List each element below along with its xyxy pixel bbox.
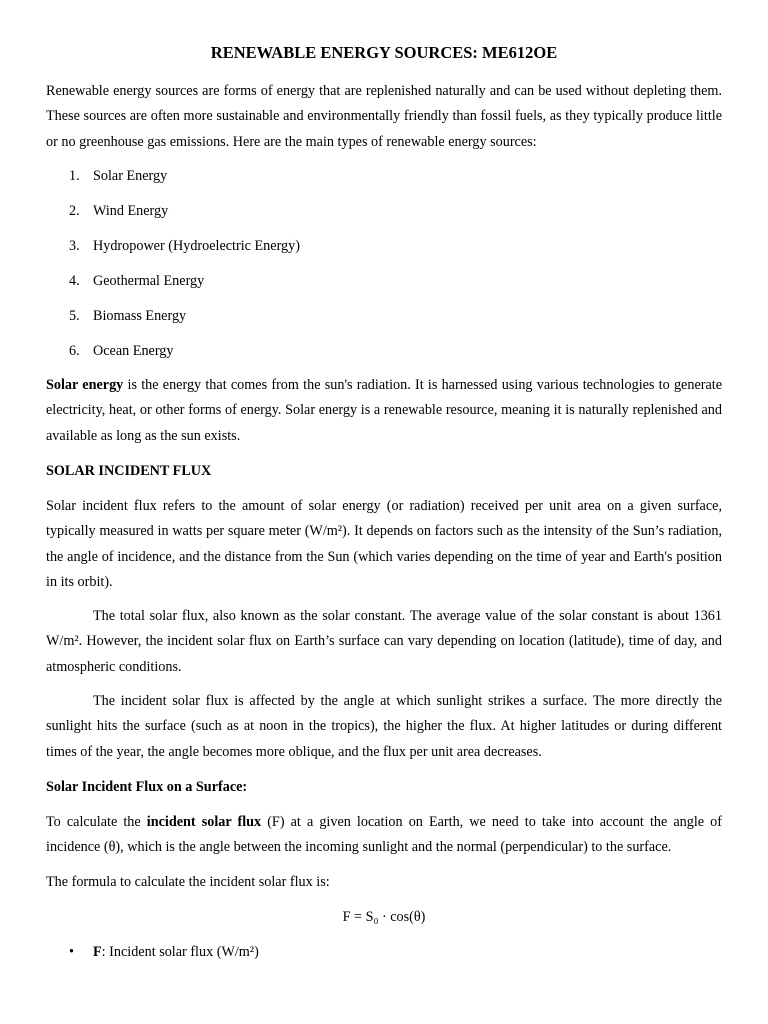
intro-paragraph: Renewable energy sources are forms of energy that are replenished naturally and can be used without depleting them. These sources are often more sustainable and environmentally friendly than fossil fuels, as they typically produce little or no greenhouse gas emissions. Here are the main types of renewable energy sources: bbox=[46, 83, 722, 150]
document-title: RENEWABLE ENERGY SOURCES: ME612OE bbox=[210, 43, 558, 62]
list-label: Geothermal Energy bbox=[93, 273, 205, 289]
list-number: 1. bbox=[69, 168, 80, 184]
flux-definition-paragraph: Solar incident flux refers to the amount of solar energy (or radiation) received per unit area on a given surface, typically measured in watts per square meter (W/m²). It depends on factors such as the intensity of the Sun’s radiation, the angle of incidence, and the distance from the Sun (which varies depending on the time of year and Earth's position in its orbit). bbox=[46, 498, 722, 590]
formula-intro: The formula to calculate the incident solar flux is: bbox=[46, 874, 330, 890]
list-number: 4. bbox=[69, 273, 80, 289]
list-label: Hydropower (Hydroelectric Energy) bbox=[93, 238, 300, 254]
solar-constant-paragraph: The total solar flux, also known as the solar constant. The average value of the solar constant is about 1361 W/m². However, the incident solar flux on Earth’s surface can vary depending on location (latitude), time of day, and atmospheric conditions. bbox=[46, 608, 722, 675]
solar-energy-term: Solar energy bbox=[46, 377, 124, 393]
calc-suffix: (F) at a given location on Earth, we need to take into account the angle of incidence (θ), which is the angle between the incoming sunlight and the normal (perpendicular) to the surface. bbox=[46, 814, 722, 856]
solar-energy-paragraph bbox=[46, 373, 722, 449]
calc-prefix: To calculate the bbox=[46, 814, 147, 830]
list-number: 6. bbox=[69, 343, 80, 359]
bullet-desc: : Incident solar flux (W/m²) bbox=[101, 944, 259, 960]
calculation-paragraph bbox=[46, 810, 722, 861]
heading-flux-on-surface: Solar Incident Flux on a Surface: bbox=[46, 779, 248, 795]
list-label: Solar Energy bbox=[93, 168, 168, 184]
bullet-text bbox=[93, 942, 259, 962]
list-label: Biomass Energy bbox=[93, 308, 187, 324]
list-label: Wind Energy bbox=[93, 203, 169, 219]
bullet-icon: • bbox=[69, 944, 74, 960]
angle-effect-paragraph: The incident solar flux is affected by the angle at which sunlight strikes a surface. The more directly the sunlight hits the surface (such as at noon in the tropics), the higher the flux. At higher latitudes or during different times of the year, the angle becomes more oblique, and the flux per unit area decreases. bbox=[46, 693, 722, 760]
heading-solar-incident-flux: SOLAR INCIDENT FLUX bbox=[46, 463, 212, 479]
solar-energy-text: is the energy that comes from the sun's radiation. It is harnessed using various technologies to generate electricity, heat, or other forms of energy. Solar energy is a renewable resource, meaning it is naturally replenished and available as long as the sun exists. bbox=[46, 377, 722, 444]
list-label: Ocean Energy bbox=[93, 343, 174, 359]
list-number: 5. bbox=[69, 308, 80, 324]
formula: F = S₀ · cos(θ) bbox=[342, 909, 426, 925]
bullet-term: F bbox=[93, 944, 102, 960]
list-number: 3. bbox=[69, 238, 80, 254]
calc-term: incident solar flux bbox=[146, 814, 262, 830]
list-number: 2. bbox=[69, 203, 80, 219]
